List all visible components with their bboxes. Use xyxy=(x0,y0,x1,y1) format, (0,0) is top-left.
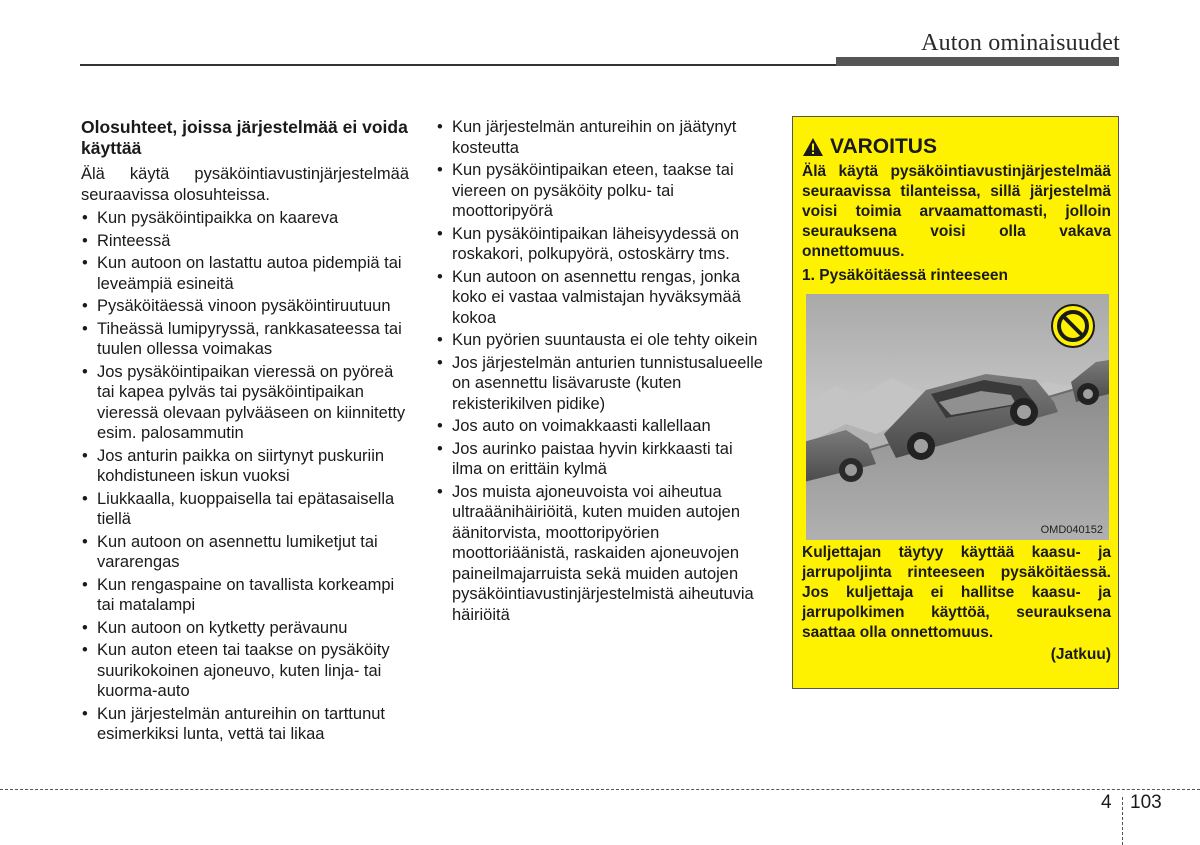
list-item: • Kun järjestelmän antureihin on tarttunut esimerkiksi lunta, vettä tai likaa xyxy=(81,704,409,745)
list-item: • Rinteessä xyxy=(81,231,409,252)
header-title: Auton ominaisuudet xyxy=(921,30,1120,56)
list-item: • Kun pyörien suuntausta ei ole tehty oikein xyxy=(436,330,764,351)
list-item: • Jos auto on voimakkaasti kallellaan xyxy=(436,416,764,437)
section-heading: Olosuhteet, joissa järjestelmää ei voida käyttää xyxy=(81,117,408,158)
list-item: • Kun järjestelmän antureihin on jäätynyt kosteutta xyxy=(436,117,764,158)
page-number: 103 xyxy=(1130,792,1162,813)
intro-text: Älä käytä pysäköintiavustinjärjestelmää seuraavissa olosuhteissa. xyxy=(81,165,409,204)
section-number: 4 xyxy=(1101,792,1112,813)
warning-title-text: VAROITUS xyxy=(830,135,937,158)
warning-triangle-icon xyxy=(802,137,824,157)
list-item: • Jos järjestelmän anturien tunnistusalueelle on asennettu lisävaruste (kuten rekisterikilven pidike) xyxy=(436,353,764,415)
footer-vertical-divider xyxy=(1122,797,1124,845)
list-item: • Kun autoon on kytketty perävaunu xyxy=(81,618,409,639)
list-item: • Kun rengaspaine on tavallista korkeampi tai matalampi xyxy=(81,575,409,616)
warning-box xyxy=(792,116,1119,689)
no-symbol-icon xyxy=(1052,305,1094,347)
list-item: • Kun auton eteen tai taakse on pysäköity suurikokoinen ajoneuvo, kuten linja- tai kuorma-auto xyxy=(81,640,409,702)
list-item: • Kun pysäköintipaikan eteen, taakse tai viereen on pysäköity polku- tai moottoripyörä xyxy=(436,160,764,222)
warning-body xyxy=(802,543,1111,665)
left-bullet-list xyxy=(81,208,409,745)
middle-column xyxy=(436,117,764,627)
list-item: • Tiheässä lumipyryssä, rankkasateessa tai tuulen ollessa voimakas xyxy=(81,319,409,360)
list-item: • Jos muista ajoneuvoista voi aiheutua ultraäänihäiriöitä, kuten muiden autojen äänitorvista, moottoripyörien moottoriäänistä, raskaiden ajoneuvojen paineilmajarruista sekä muiden autojen pysäköintiavustinjärjestelmistä aiheutuvia häiriöitä xyxy=(436,482,764,626)
list-item: • Liukkaalla, kuoppaisella tai epätasaisella tiellä xyxy=(81,489,409,530)
list-item: • Kun autoon on asennettu rengas, jonka koko ei vastaa valmistajan hyväksymää kokoa xyxy=(436,267,764,329)
warning-title xyxy=(802,135,1111,159)
left-column xyxy=(81,117,409,747)
list-item: • Jos aurinko paistaa hyvin kirkkaasti tai ilma on erittäin kylmä xyxy=(436,439,764,480)
warning-text: Älä käytä pysäköintiavustinjärjestelmää seuraavissa tilanteissa, sillä järjestelmä voisi toimia arvaamattomasti, jolloin seurauksena voisi olla vakava onnettomuus. xyxy=(802,163,1111,260)
continued-label: (Jatkuu) xyxy=(1050,646,1111,663)
list-item: • Kun autoon on lastattu autoa pidempiä tai leveämpiä esineitä xyxy=(81,253,409,294)
list-item: • Kun pysäköintipaikka on kaareva xyxy=(81,208,409,229)
list-item: • Kun autoon on asennettu lumiketjut tai vararengas xyxy=(81,532,409,573)
header-rule xyxy=(80,64,840,66)
list-item: • Pysäköitäessä vinoon pysäköintiruutuun xyxy=(81,296,409,317)
list-item: • Kun pysäköintipaikan läheisyydessä on roskakori, polkupyörä, ostoskärry tms. xyxy=(436,224,764,265)
footer-divider xyxy=(0,789,1200,790)
header-rule-accent xyxy=(836,57,1119,66)
warning-body-text: Kuljettajan täytyy käyttää kaasu- ja jarrupoljinta rinteeseen pysäköitäessä. Jos kuljettaja ei hallitse kaasu- ja jarrupolkimen käyttöä, seurauksena saattaa olla onnettomuus. xyxy=(802,544,1111,641)
slope-parking-illustration xyxy=(806,294,1109,540)
warning-content xyxy=(802,135,1111,286)
image-code: OMD040152 xyxy=(1040,524,1103,536)
list-item: • Jos anturin paikka on siirtynyt puskuriin kohdistuneen iskun vuoksi xyxy=(81,446,409,487)
list-item: • Jos pysäköintipaikan vieressä on pyöreä tai kapea pylväs tai pysäköintipaikan vieressä olevaan pylvääseen on kiinnitetty esim. palosammutin xyxy=(81,362,409,444)
warning-subheading: 1. Pysäköitäessä rinteeseen xyxy=(802,267,1008,284)
middle-bullet-list xyxy=(436,117,764,625)
